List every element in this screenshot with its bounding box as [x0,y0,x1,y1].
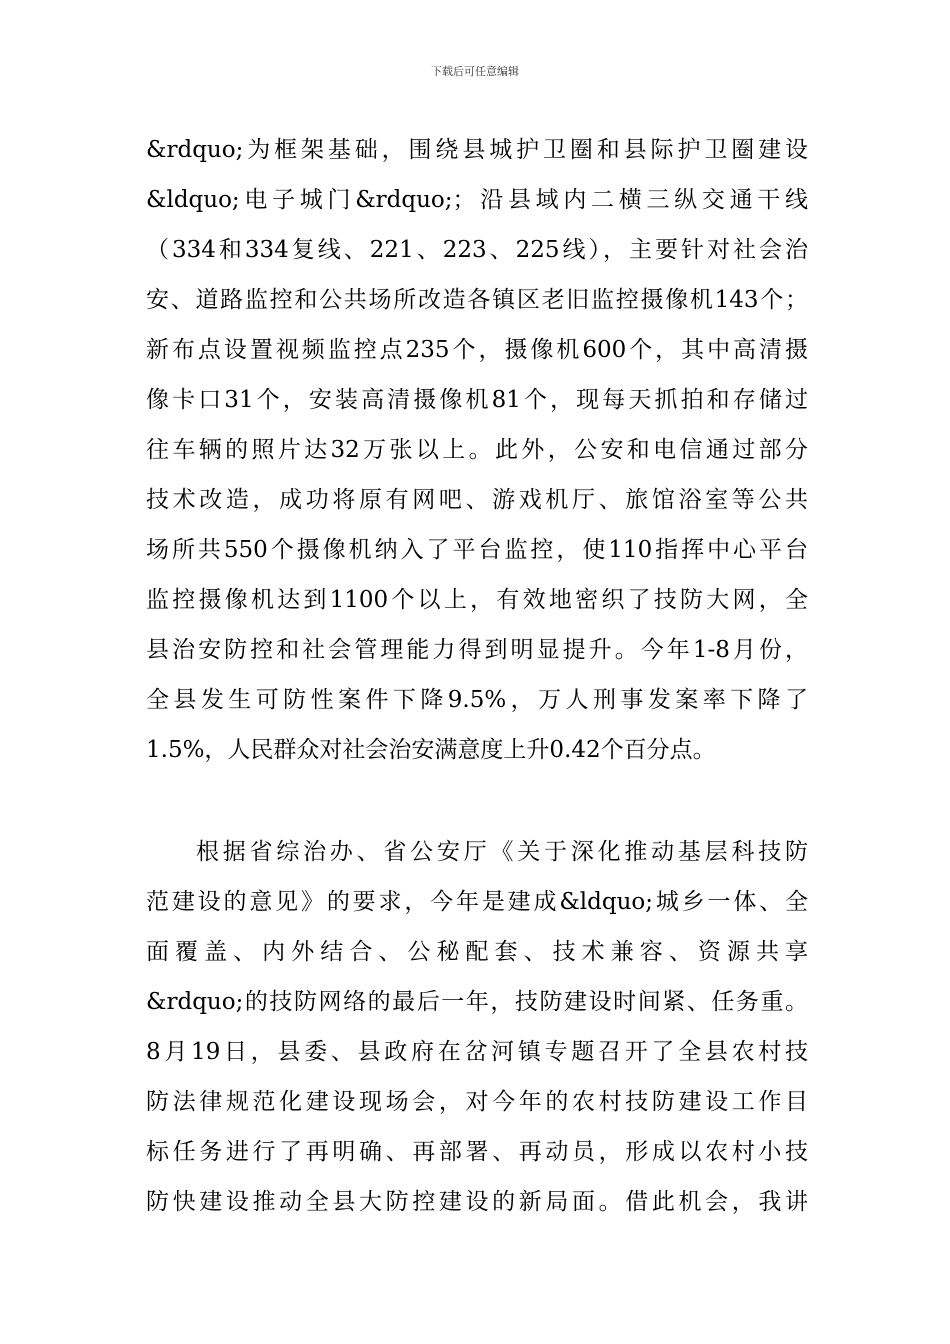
text-line: 监控摄像机达到1100个以上，有效地密织了技防大网，全 [146,587,808,613]
text-line: 1.5%，人民群众对社会治安满意度上升0.42个百分点。 [146,737,716,763]
text-line: 8月19日，县委、县政府在岔河镇专题召开了全县农村技 [146,1039,808,1065]
text-line: 防快建设推动全县大防控建设的新局面。借此机会，我讲 [146,1189,808,1215]
text-line: 新布点设置视频监控点235个，摄像机600个，其中高清摄 [146,337,808,363]
text-line: 范建设的意见》的要求，今年是建成&ldquo;城乡一体、全 [146,889,808,915]
text-line: 场所共550个摄像机纳入了平台监控，使110指挥中心平台 [146,537,808,563]
text-line: 标任务进行了再明确、再部署、再动员，形成以农村小技 [146,1139,808,1165]
text-line: 县治安防控和社会管理能力得到明显提升。今年1-8月份， [146,637,808,663]
text-line: &rdquo;为框架基础，围绕县城护卫圈和县际护卫圈建设 [146,137,808,163]
page-header: 下载后可任意编辑 [431,65,519,78]
text-line: 面覆盖、内外结合、公秘配套、技术兼容、资源共享 [146,939,808,965]
paragraph [146,125,808,775]
paragraph [146,827,808,1227]
paragraph-spacer [146,775,808,827]
text-line: 根据省综治办、省公安厅《关于深化推动基层科技防 [196,839,808,865]
text-line: &ldquo;电子城门&rdquo;；沿县域内二横三纵交通干线 [146,187,808,213]
text-line: 全县发生可防性案件下降9.5%，万人刑事发案率下降了 [146,687,808,713]
text-line: 往车辆的照片达32万张以上。此外，公安和电信通过部分 [146,437,808,463]
text-line: （334和334复线、221、223、225线），主要针对社会治 [146,237,808,263]
text-line: 防法律规范化建设现场会，对今年的农村技防建设工作目 [146,1089,808,1115]
text-line: 技术改造，成功将原有网吧、游戏机厅、旅馆浴室等公共 [146,487,808,513]
document-body [146,125,808,1227]
text-line: 安、道路监控和公共场所改造各镇区老旧监控摄像机143个； [146,287,808,313]
text-line: 像卡口31个，安装高清摄像机81个，现每天抓拍和存储过 [146,387,808,413]
text-line: &rdquo;的技防网络的最后一年，技防建设时间紧、任务重。 [146,989,808,1015]
